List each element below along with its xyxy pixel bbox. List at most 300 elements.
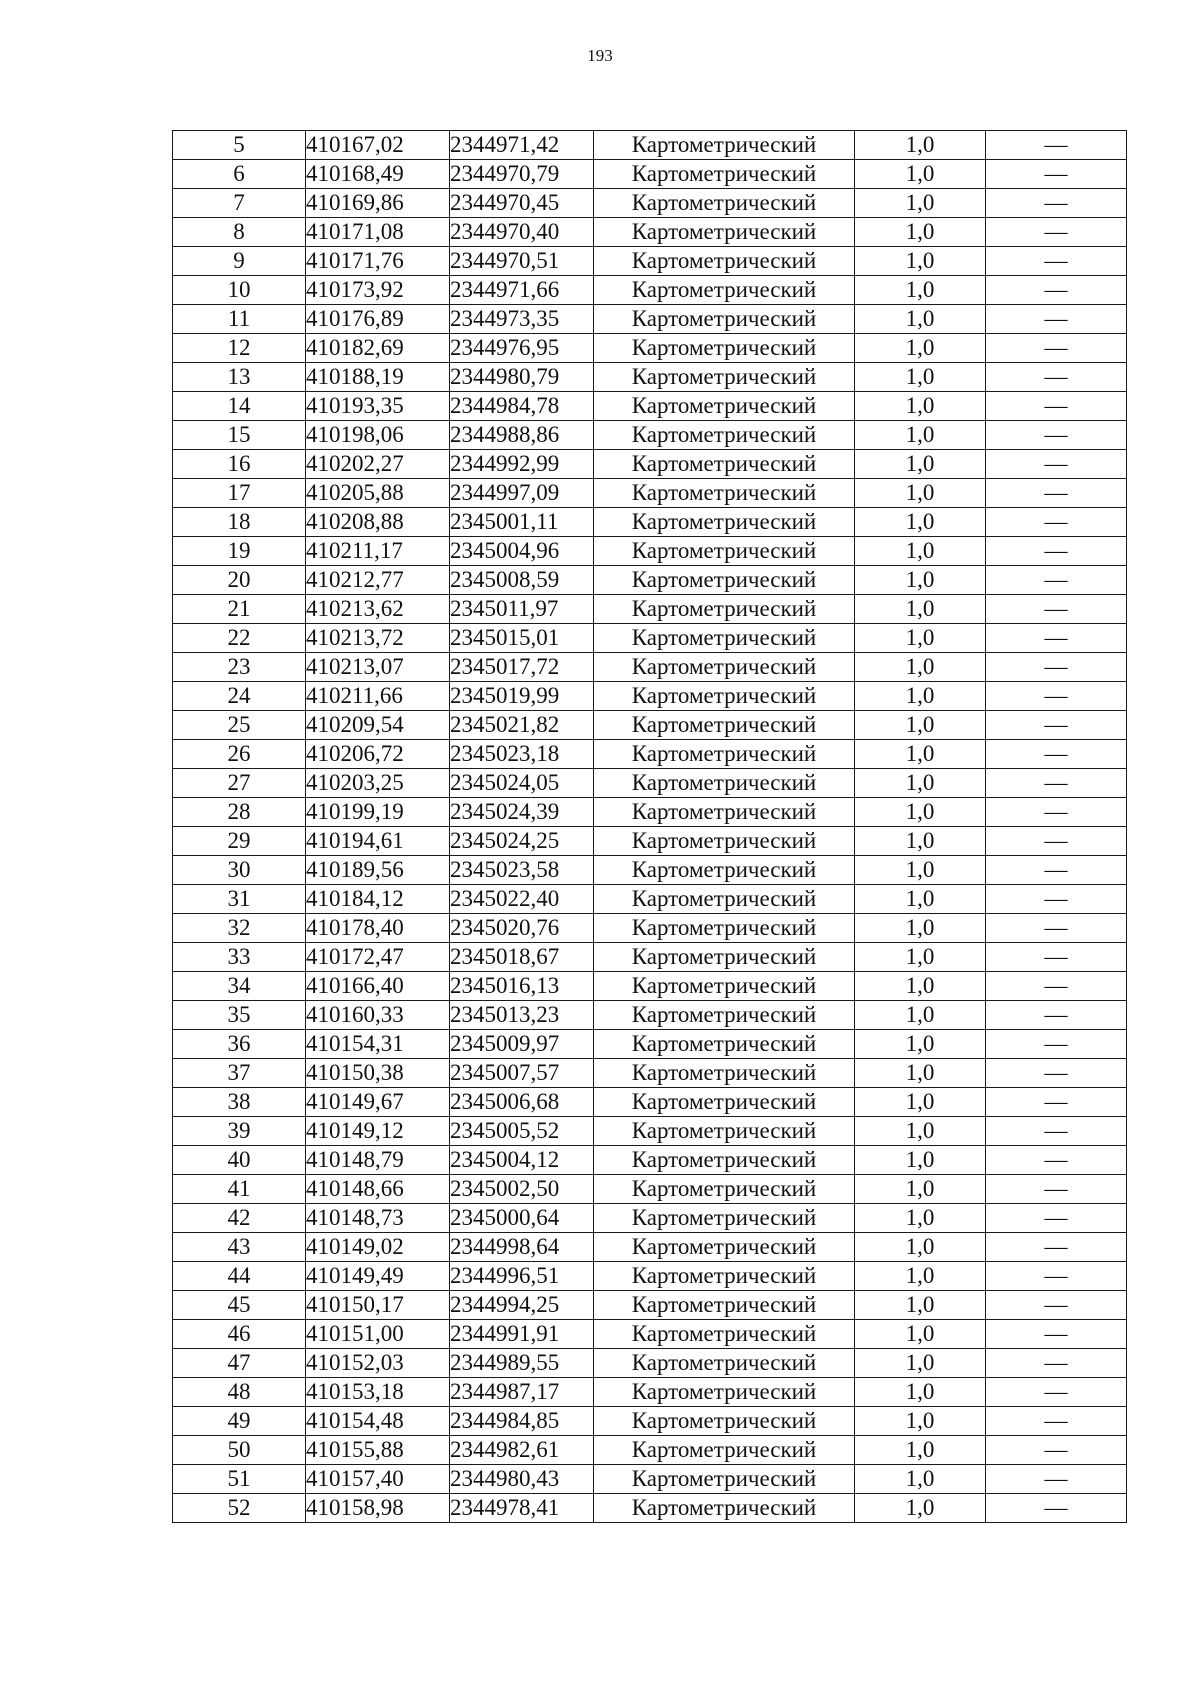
accuracy-cell: 1,0 bbox=[855, 131, 986, 160]
x-coordinate-cell: 410203,25 bbox=[306, 769, 450, 798]
x-coordinate-cell: 410199,19 bbox=[306, 798, 450, 827]
table-row bbox=[173, 1146, 1127, 1175]
point-number-cell: 32 bbox=[173, 914, 306, 943]
y-coordinate-cell: 2344980,79 bbox=[450, 363, 594, 392]
description-cell: — bbox=[986, 566, 1127, 595]
y-coordinate-cell: 2345024,39 bbox=[450, 798, 594, 827]
accuracy-cell: 1,0 bbox=[855, 856, 986, 885]
description-cell: — bbox=[986, 798, 1127, 827]
method-cell: Картометрический bbox=[594, 1320, 855, 1349]
method-cell: Картометрический bbox=[594, 769, 855, 798]
method-cell: Картометрический bbox=[594, 1436, 855, 1465]
y-coordinate-cell: 2345023,18 bbox=[450, 740, 594, 769]
point-number-cell: 9 bbox=[173, 247, 306, 276]
x-coordinate-cell: 410168,49 bbox=[306, 160, 450, 189]
method-cell: Картометрический bbox=[594, 1291, 855, 1320]
method-cell: Картометрический bbox=[594, 798, 855, 827]
method-cell: Картометрический bbox=[594, 247, 855, 276]
description-cell: — bbox=[986, 276, 1127, 305]
accuracy-cell: 1,0 bbox=[855, 1059, 986, 1088]
x-coordinate-cell: 410213,07 bbox=[306, 653, 450, 682]
table-row bbox=[173, 653, 1127, 682]
point-number-cell: 14 bbox=[173, 392, 306, 421]
table-row bbox=[173, 537, 1127, 566]
x-coordinate-cell: 410176,89 bbox=[306, 305, 450, 334]
description-cell: — bbox=[986, 1407, 1127, 1436]
point-number-cell: 24 bbox=[173, 682, 306, 711]
y-coordinate-cell: 2344997,09 bbox=[450, 479, 594, 508]
table-row bbox=[173, 334, 1127, 363]
table-row bbox=[173, 1378, 1127, 1407]
table-row bbox=[173, 566, 1127, 595]
point-number-cell: 38 bbox=[173, 1088, 306, 1117]
x-coordinate-cell: 410154,48 bbox=[306, 1407, 450, 1436]
method-cell: Картометрический bbox=[594, 479, 855, 508]
accuracy-cell: 1,0 bbox=[855, 972, 986, 1001]
point-number-cell: 19 bbox=[173, 537, 306, 566]
method-cell: Картометрический bbox=[594, 1233, 855, 1262]
description-cell: — bbox=[986, 682, 1127, 711]
x-coordinate-cell: 410153,18 bbox=[306, 1378, 450, 1407]
table-row bbox=[173, 1349, 1127, 1378]
description-cell: — bbox=[986, 653, 1127, 682]
point-number-cell: 45 bbox=[173, 1291, 306, 1320]
accuracy-cell: 1,0 bbox=[855, 479, 986, 508]
table-row bbox=[173, 856, 1127, 885]
x-coordinate-cell: 410209,54 bbox=[306, 711, 450, 740]
x-coordinate-cell: 410205,88 bbox=[306, 479, 450, 508]
y-coordinate-cell: 2345016,13 bbox=[450, 972, 594, 1001]
method-cell: Картометрический bbox=[594, 305, 855, 334]
description-cell: — bbox=[986, 189, 1127, 218]
y-coordinate-cell: 2344996,51 bbox=[450, 1262, 594, 1291]
x-coordinate-cell: 410154,31 bbox=[306, 1030, 450, 1059]
description-cell: — bbox=[986, 305, 1127, 334]
y-coordinate-cell: 2345013,23 bbox=[450, 1001, 594, 1030]
table-row bbox=[173, 1320, 1127, 1349]
table-row bbox=[173, 247, 1127, 276]
point-number-cell: 26 bbox=[173, 740, 306, 769]
point-number-cell: 27 bbox=[173, 769, 306, 798]
table-row bbox=[173, 885, 1127, 914]
x-coordinate-cell: 410148,73 bbox=[306, 1204, 450, 1233]
method-cell: Картометрический bbox=[594, 885, 855, 914]
table-row bbox=[173, 421, 1127, 450]
point-number-cell: 28 bbox=[173, 798, 306, 827]
table-row bbox=[173, 711, 1127, 740]
accuracy-cell: 1,0 bbox=[855, 334, 986, 363]
point-number-cell: 34 bbox=[173, 972, 306, 1001]
description-cell: — bbox=[986, 1378, 1127, 1407]
description-cell: — bbox=[986, 508, 1127, 537]
accuracy-cell: 1,0 bbox=[855, 1378, 986, 1407]
x-coordinate-cell: 410167,02 bbox=[306, 131, 450, 160]
accuracy-cell: 1,0 bbox=[855, 1291, 986, 1320]
point-number-cell: 10 bbox=[173, 276, 306, 305]
table-row bbox=[173, 1233, 1127, 1262]
x-coordinate-cell: 410208,88 bbox=[306, 508, 450, 537]
method-cell: Картометрический bbox=[594, 1378, 855, 1407]
table-row bbox=[173, 189, 1127, 218]
accuracy-cell: 1,0 bbox=[855, 740, 986, 769]
x-coordinate-cell: 410169,86 bbox=[306, 189, 450, 218]
method-cell: Картометрический bbox=[594, 1407, 855, 1436]
method-cell: Картометрический bbox=[594, 1001, 855, 1030]
point-number-cell: 17 bbox=[173, 479, 306, 508]
y-coordinate-cell: 2344980,43 bbox=[450, 1465, 594, 1494]
point-number-cell: 11 bbox=[173, 305, 306, 334]
method-cell: Картометрический bbox=[594, 682, 855, 711]
accuracy-cell: 1,0 bbox=[855, 1088, 986, 1117]
method-cell: Картометрический bbox=[594, 1494, 855, 1523]
y-coordinate-cell: 2345006,68 bbox=[450, 1088, 594, 1117]
description-cell: — bbox=[986, 1436, 1127, 1465]
x-coordinate-cell: 410213,62 bbox=[306, 595, 450, 624]
accuracy-cell: 1,0 bbox=[855, 421, 986, 450]
method-cell: Картометрический bbox=[594, 450, 855, 479]
y-coordinate-cell: 2344973,35 bbox=[450, 305, 594, 334]
table-row bbox=[173, 682, 1127, 711]
method-cell: Картометрический bbox=[594, 1349, 855, 1378]
table-row bbox=[173, 363, 1127, 392]
description-cell: — bbox=[986, 740, 1127, 769]
x-coordinate-cell: 410149,67 bbox=[306, 1088, 450, 1117]
method-cell: Картометрический bbox=[594, 334, 855, 363]
method-cell: Картометрический bbox=[594, 566, 855, 595]
accuracy-cell: 1,0 bbox=[855, 392, 986, 421]
point-number-cell: 16 bbox=[173, 450, 306, 479]
y-coordinate-cell: 2345004,96 bbox=[450, 537, 594, 566]
accuracy-cell: 1,0 bbox=[855, 1030, 986, 1059]
x-coordinate-cell: 410149,02 bbox=[306, 1233, 450, 1262]
point-number-cell: 35 bbox=[173, 1001, 306, 1030]
method-cell: Картометрический bbox=[594, 711, 855, 740]
description-cell: — bbox=[986, 160, 1127, 189]
accuracy-cell: 1,0 bbox=[855, 711, 986, 740]
description-cell: — bbox=[986, 972, 1127, 1001]
table-row bbox=[173, 1059, 1127, 1088]
table-row bbox=[173, 276, 1127, 305]
point-number-cell: 20 bbox=[173, 566, 306, 595]
accuracy-cell: 1,0 bbox=[855, 1262, 986, 1291]
description-cell: — bbox=[986, 1262, 1127, 1291]
point-number-cell: 49 bbox=[173, 1407, 306, 1436]
table-body bbox=[173, 131, 1127, 1523]
point-number-cell: 15 bbox=[173, 421, 306, 450]
point-number-cell: 29 bbox=[173, 827, 306, 856]
table-row bbox=[173, 740, 1127, 769]
x-coordinate-cell: 410188,19 bbox=[306, 363, 450, 392]
table-row bbox=[173, 508, 1127, 537]
accuracy-cell: 1,0 bbox=[855, 769, 986, 798]
y-coordinate-cell: 2345009,97 bbox=[450, 1030, 594, 1059]
method-cell: Картометрический bbox=[594, 421, 855, 450]
y-coordinate-cell: 2345008,59 bbox=[450, 566, 594, 595]
point-number-cell: 37 bbox=[173, 1059, 306, 1088]
method-cell: Картометрический bbox=[594, 131, 855, 160]
description-cell: — bbox=[986, 1117, 1127, 1146]
method-cell: Картометрический bbox=[594, 856, 855, 885]
x-coordinate-cell: 410151,00 bbox=[306, 1320, 450, 1349]
table-row bbox=[173, 943, 1127, 972]
y-coordinate-cell: 2344970,51 bbox=[450, 247, 594, 276]
y-coordinate-cell: 2345011,97 bbox=[450, 595, 594, 624]
y-coordinate-cell: 2344992,99 bbox=[450, 450, 594, 479]
y-coordinate-cell: 2344998,64 bbox=[450, 1233, 594, 1262]
accuracy-cell: 1,0 bbox=[855, 624, 986, 653]
table-row bbox=[173, 160, 1127, 189]
description-cell: — bbox=[986, 624, 1127, 653]
x-coordinate-cell: 410212,77 bbox=[306, 566, 450, 595]
y-coordinate-cell: 2344970,79 bbox=[450, 160, 594, 189]
method-cell: Картометрический bbox=[594, 1146, 855, 1175]
table-row bbox=[173, 1088, 1127, 1117]
description-cell: — bbox=[986, 1088, 1127, 1117]
description-cell: — bbox=[986, 392, 1127, 421]
method-cell: Картометрический bbox=[594, 392, 855, 421]
accuracy-cell: 1,0 bbox=[855, 363, 986, 392]
y-coordinate-cell: 2344991,91 bbox=[450, 1320, 594, 1349]
y-coordinate-cell: 2345007,57 bbox=[450, 1059, 594, 1088]
x-coordinate-cell: 410184,12 bbox=[306, 885, 450, 914]
table-row bbox=[173, 914, 1127, 943]
accuracy-cell: 1,0 bbox=[855, 914, 986, 943]
y-coordinate-cell: 2345000,64 bbox=[450, 1204, 594, 1233]
x-coordinate-cell: 410155,88 bbox=[306, 1436, 450, 1465]
x-coordinate-cell: 410182,69 bbox=[306, 334, 450, 363]
point-number-cell: 12 bbox=[173, 334, 306, 363]
table-row bbox=[173, 798, 1127, 827]
table-row bbox=[173, 218, 1127, 247]
table-row bbox=[173, 595, 1127, 624]
accuracy-cell: 1,0 bbox=[855, 1117, 986, 1146]
accuracy-cell: 1,0 bbox=[855, 218, 986, 247]
method-cell: Картометрический bbox=[594, 740, 855, 769]
description-cell: — bbox=[986, 711, 1127, 740]
table-row bbox=[173, 450, 1127, 479]
x-coordinate-cell: 410206,72 bbox=[306, 740, 450, 769]
description-cell: — bbox=[986, 218, 1127, 247]
table-row bbox=[173, 1436, 1127, 1465]
description-cell: — bbox=[986, 1204, 1127, 1233]
table-row bbox=[173, 1030, 1127, 1059]
method-cell: Картометрический bbox=[594, 508, 855, 537]
point-number-cell: 40 bbox=[173, 1146, 306, 1175]
method-cell: Картометрический bbox=[594, 189, 855, 218]
description-cell: — bbox=[986, 1059, 1127, 1088]
y-coordinate-cell: 2345015,01 bbox=[450, 624, 594, 653]
description-cell: — bbox=[986, 769, 1127, 798]
accuracy-cell: 1,0 bbox=[855, 1001, 986, 1030]
x-coordinate-cell: 410150,17 bbox=[306, 1291, 450, 1320]
point-number-cell: 8 bbox=[173, 218, 306, 247]
accuracy-cell: 1,0 bbox=[855, 943, 986, 972]
description-cell: — bbox=[986, 131, 1127, 160]
table-row bbox=[173, 972, 1127, 1001]
point-number-cell: 46 bbox=[173, 1320, 306, 1349]
x-coordinate-cell: 410171,76 bbox=[306, 247, 450, 276]
accuracy-cell: 1,0 bbox=[855, 653, 986, 682]
table-row bbox=[173, 1407, 1127, 1436]
x-coordinate-cell: 410178,40 bbox=[306, 914, 450, 943]
point-number-cell: 18 bbox=[173, 508, 306, 537]
accuracy-cell: 1,0 bbox=[855, 537, 986, 566]
coordinates-table bbox=[172, 130, 1127, 1523]
accuracy-cell: 1,0 bbox=[855, 798, 986, 827]
accuracy-cell: 1,0 bbox=[855, 1204, 986, 1233]
accuracy-cell: 1,0 bbox=[855, 885, 986, 914]
method-cell: Картометрический bbox=[594, 827, 855, 856]
y-coordinate-cell: 2344984,85 bbox=[450, 1407, 594, 1436]
description-cell: — bbox=[986, 827, 1127, 856]
description-cell: — bbox=[986, 421, 1127, 450]
y-coordinate-cell: 2345023,58 bbox=[450, 856, 594, 885]
x-coordinate-cell: 410149,12 bbox=[306, 1117, 450, 1146]
table-row bbox=[173, 769, 1127, 798]
table-row bbox=[173, 1204, 1127, 1233]
accuracy-cell: 1,0 bbox=[855, 827, 986, 856]
point-number-cell: 22 bbox=[173, 624, 306, 653]
table-row bbox=[173, 1262, 1127, 1291]
method-cell: Картометрический bbox=[594, 914, 855, 943]
point-number-cell: 30 bbox=[173, 856, 306, 885]
point-number-cell: 51 bbox=[173, 1465, 306, 1494]
point-number-cell: 13 bbox=[173, 363, 306, 392]
x-coordinate-cell: 410149,49 bbox=[306, 1262, 450, 1291]
point-number-cell: 25 bbox=[173, 711, 306, 740]
table-row bbox=[173, 1117, 1127, 1146]
table-row bbox=[173, 1291, 1127, 1320]
description-cell: — bbox=[986, 885, 1127, 914]
accuracy-cell: 1,0 bbox=[855, 1436, 986, 1465]
method-cell: Картометрический bbox=[594, 943, 855, 972]
page-number: 193 bbox=[587, 46, 613, 65]
point-number-cell: 47 bbox=[173, 1349, 306, 1378]
x-coordinate-cell: 410193,35 bbox=[306, 392, 450, 421]
y-coordinate-cell: 2345017,72 bbox=[450, 653, 594, 682]
description-cell: — bbox=[986, 1320, 1127, 1349]
table-row bbox=[173, 392, 1127, 421]
x-coordinate-cell: 410160,33 bbox=[306, 1001, 450, 1030]
x-coordinate-cell: 410189,56 bbox=[306, 856, 450, 885]
point-number-cell: 41 bbox=[173, 1175, 306, 1204]
x-coordinate-cell: 410202,27 bbox=[306, 450, 450, 479]
accuracy-cell: 1,0 bbox=[855, 595, 986, 624]
point-number-cell: 52 bbox=[173, 1494, 306, 1523]
point-number-cell: 23 bbox=[173, 653, 306, 682]
method-cell: Картометрический bbox=[594, 624, 855, 653]
y-coordinate-cell: 2344984,78 bbox=[450, 392, 594, 421]
description-cell: — bbox=[986, 1146, 1127, 1175]
y-coordinate-cell: 2345019,99 bbox=[450, 682, 594, 711]
table-row bbox=[173, 827, 1127, 856]
y-coordinate-cell: 2344987,17 bbox=[450, 1378, 594, 1407]
point-number-cell: 42 bbox=[173, 1204, 306, 1233]
y-coordinate-cell: 2345021,82 bbox=[450, 711, 594, 740]
description-cell: — bbox=[986, 363, 1127, 392]
point-number-cell: 7 bbox=[173, 189, 306, 218]
description-cell: — bbox=[986, 1465, 1127, 1494]
y-coordinate-cell: 2345022,40 bbox=[450, 885, 594, 914]
y-coordinate-cell: 2344971,42 bbox=[450, 131, 594, 160]
method-cell: Картометрический bbox=[594, 276, 855, 305]
y-coordinate-cell: 2345024,25 bbox=[450, 827, 594, 856]
x-coordinate-cell: 410158,98 bbox=[306, 1494, 450, 1523]
x-coordinate-cell: 410148,66 bbox=[306, 1175, 450, 1204]
accuracy-cell: 1,0 bbox=[855, 566, 986, 595]
point-number-cell: 6 bbox=[173, 160, 306, 189]
y-coordinate-cell: 2345004,12 bbox=[450, 1146, 594, 1175]
x-coordinate-cell: 410213,72 bbox=[306, 624, 450, 653]
method-cell: Картометрический bbox=[594, 1175, 855, 1204]
description-cell: — bbox=[986, 856, 1127, 885]
y-coordinate-cell: 2345024,05 bbox=[450, 769, 594, 798]
accuracy-cell: 1,0 bbox=[855, 1494, 986, 1523]
table-row bbox=[173, 305, 1127, 334]
point-number-cell: 36 bbox=[173, 1030, 306, 1059]
accuracy-cell: 1,0 bbox=[855, 450, 986, 479]
point-number-cell: 31 bbox=[173, 885, 306, 914]
table-row bbox=[173, 1465, 1127, 1494]
accuracy-cell: 1,0 bbox=[855, 276, 986, 305]
description-cell: — bbox=[986, 1030, 1127, 1059]
accuracy-cell: 1,0 bbox=[855, 1407, 986, 1436]
method-cell: Картометрический bbox=[594, 1059, 855, 1088]
table-row bbox=[173, 1494, 1127, 1523]
description-cell: — bbox=[986, 1233, 1127, 1262]
description-cell: — bbox=[986, 247, 1127, 276]
accuracy-cell: 1,0 bbox=[855, 160, 986, 189]
table-row bbox=[173, 624, 1127, 653]
x-coordinate-cell: 410152,03 bbox=[306, 1349, 450, 1378]
table-row bbox=[173, 1001, 1127, 1030]
accuracy-cell: 1,0 bbox=[855, 508, 986, 537]
y-coordinate-cell: 2345005,52 bbox=[450, 1117, 594, 1146]
accuracy-cell: 1,0 bbox=[855, 1465, 986, 1494]
accuracy-cell: 1,0 bbox=[855, 1320, 986, 1349]
y-coordinate-cell: 2344989,55 bbox=[450, 1349, 594, 1378]
description-cell: — bbox=[986, 595, 1127, 624]
method-cell: Картометрический bbox=[594, 972, 855, 1001]
y-coordinate-cell: 2344970,45 bbox=[450, 189, 594, 218]
table-row bbox=[173, 131, 1127, 160]
x-coordinate-cell: 410171,08 bbox=[306, 218, 450, 247]
method-cell: Картометрический bbox=[594, 1030, 855, 1059]
point-number-cell: 5 bbox=[173, 131, 306, 160]
description-cell: — bbox=[986, 1175, 1127, 1204]
accuracy-cell: 1,0 bbox=[855, 1349, 986, 1378]
method-cell: Картометрический bbox=[594, 218, 855, 247]
table-row bbox=[173, 479, 1127, 508]
x-coordinate-cell: 410172,47 bbox=[306, 943, 450, 972]
method-cell: Картометрический bbox=[594, 1117, 855, 1146]
y-coordinate-cell: 2344976,95 bbox=[450, 334, 594, 363]
y-coordinate-cell: 2345001,11 bbox=[450, 508, 594, 537]
accuracy-cell: 1,0 bbox=[855, 189, 986, 218]
accuracy-cell: 1,0 bbox=[855, 1146, 986, 1175]
description-cell: — bbox=[986, 537, 1127, 566]
y-coordinate-cell: 2345002,50 bbox=[450, 1175, 594, 1204]
method-cell: Картометрический bbox=[594, 653, 855, 682]
x-coordinate-cell: 410166,40 bbox=[306, 972, 450, 1001]
description-cell: — bbox=[986, 334, 1127, 363]
x-coordinate-cell: 410173,92 bbox=[306, 276, 450, 305]
accuracy-cell: 1,0 bbox=[855, 1233, 986, 1262]
accuracy-cell: 1,0 bbox=[855, 1175, 986, 1204]
x-coordinate-cell: 410198,06 bbox=[306, 421, 450, 450]
point-number-cell: 48 bbox=[173, 1378, 306, 1407]
y-coordinate-cell: 2344994,25 bbox=[450, 1291, 594, 1320]
